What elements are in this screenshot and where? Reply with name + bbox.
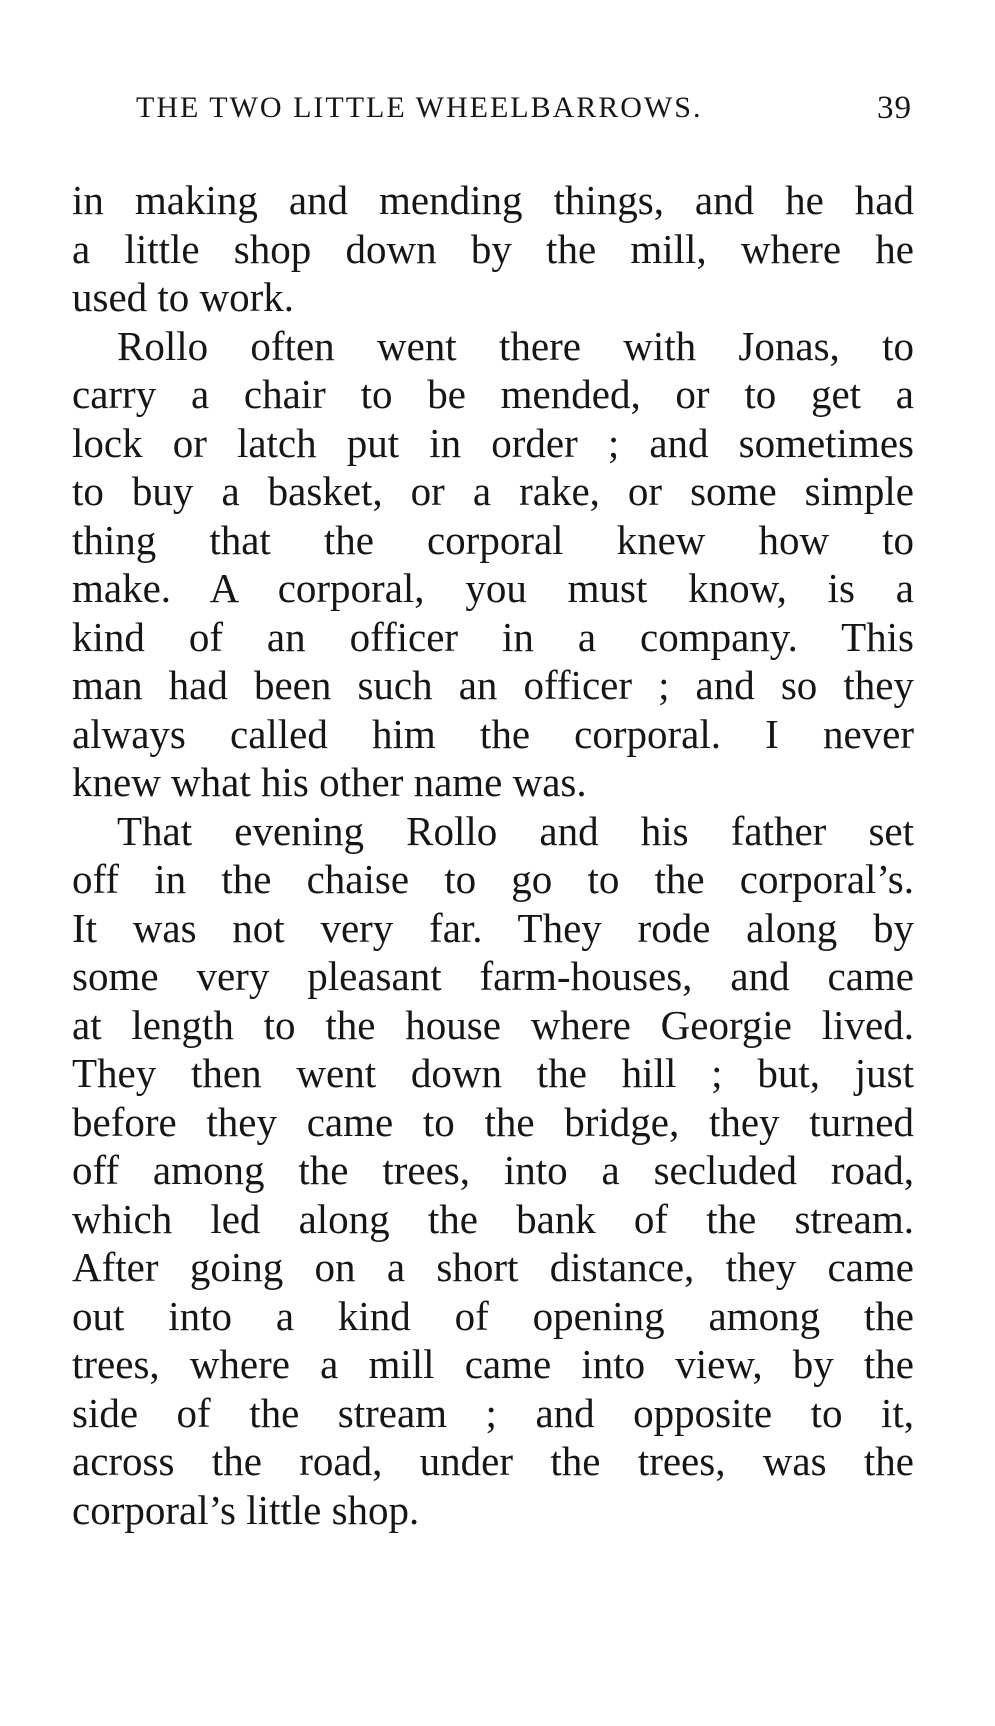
text-line: in making and mending things, and he had	[72, 177, 914, 223]
text-line: always called him the corporal. I never	[72, 710, 914, 757]
text-line: off in the chaise to go to the corporal’s.	[72, 856, 914, 902]
text-line: corporal’s little shop.	[72, 1486, 420, 1533]
text-line: Rollo often went there with Jonas, to	[117, 322, 914, 369]
text-line: across the road, under the trees, was the	[72, 1438, 914, 1484]
text-line: knew what his other name was.	[72, 759, 587, 805]
text-line: After going on a short distance, they came	[72, 1244, 914, 1290]
text-line: out into a kind of opening among the	[72, 1292, 914, 1339]
text-line: off among the trees, into a secluded road,	[72, 1147, 914, 1193]
running-title: THE TWO LITTLE WHEELBARROWS.	[136, 91, 703, 124]
text-line: used to work.	[72, 274, 295, 320]
text-line: They then went down the hill ; but, just	[72, 1050, 914, 1096]
text-line: thing that the corporal knew how to	[72, 516, 914, 563]
text-line: some very pleasant farm-houses, and came	[72, 953, 914, 999]
body-text	[72, 176, 914, 1534]
text-line: That evening Rollo and his father set	[117, 807, 914, 854]
running-head	[136, 88, 912, 128]
text-line: lock or latch put in order ; and sometimes	[72, 419, 914, 466]
text-line: carry a chair to be mended, or to get a	[72, 371, 914, 417]
text-line: a little shop down by the mill, where he	[72, 225, 914, 272]
text-line: which led along the bank of the stream.	[72, 1195, 914, 1242]
text-line: kind of an officer in a company. This	[72, 613, 914, 660]
text-line: make. A corporal, you must know, is a	[72, 565, 914, 611]
text-line: side of the stream ; and opposite to it,	[72, 1389, 914, 1436]
text-line: trees, where a mill came into view, by the	[72, 1341, 914, 1387]
text-line: It was not very far. They rode along by	[72, 904, 914, 951]
text-line: at length to the house where Georgie lived.	[72, 1001, 914, 1048]
text-line: man had been such an officer ; and so they	[72, 662, 914, 708]
text-line: before they came to the bridge, they turned	[72, 1098, 914, 1145]
page-number: 39	[877, 90, 912, 126]
text-line: to buy a basket, or a rake, or some simple	[72, 468, 914, 514]
